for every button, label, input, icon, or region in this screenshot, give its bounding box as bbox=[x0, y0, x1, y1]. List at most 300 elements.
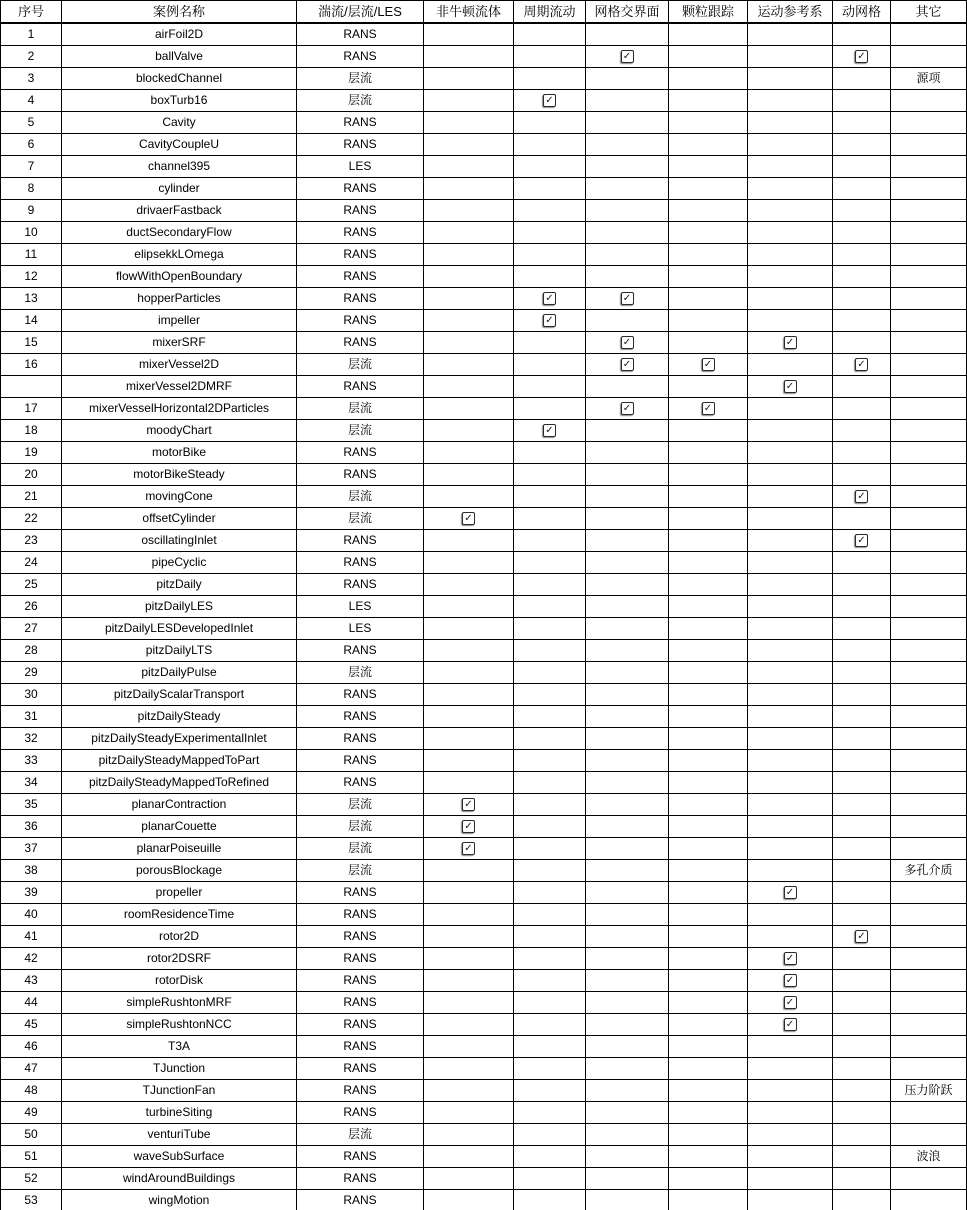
index-cell: 26 bbox=[1, 596, 62, 618]
checkbox-checked-icon[interactable]: ✓ bbox=[543, 424, 556, 437]
dynamic-mesh-cell bbox=[833, 1058, 891, 1080]
index-cell: 30 bbox=[1, 684, 62, 706]
flow-model-cell: RANS bbox=[297, 640, 424, 662]
moving-reference-frame-cell bbox=[748, 772, 833, 794]
non-newtonian-cell bbox=[424, 464, 514, 486]
periodic-flow-cell bbox=[514, 112, 586, 134]
dynamic-mesh-cell bbox=[833, 310, 891, 332]
periodic-flow-cell bbox=[514, 486, 586, 508]
index-cell: 7 bbox=[1, 156, 62, 178]
moving-reference-frame-cell bbox=[748, 508, 833, 530]
checkbox-checked-icon[interactable]: ✓ bbox=[784, 952, 797, 965]
dynamic-mesh-cell bbox=[833, 1036, 891, 1058]
flow-model-cell: RANS bbox=[297, 376, 424, 398]
mesh-interface-cell bbox=[586, 23, 669, 46]
moving-reference-frame-cell bbox=[748, 750, 833, 772]
moving-reference-frame-cell bbox=[748, 530, 833, 552]
mesh-interface-cell bbox=[586, 332, 669, 354]
index-cell: 29 bbox=[1, 662, 62, 684]
flow-model-cell: RANS bbox=[297, 882, 424, 904]
checkbox-checked-icon[interactable]: ✓ bbox=[784, 886, 797, 899]
moving-reference-frame-cell bbox=[748, 1102, 833, 1124]
moving-reference-frame-cell bbox=[748, 134, 833, 156]
moving-reference-frame-cell bbox=[748, 200, 833, 222]
dynamic-mesh-cell bbox=[833, 1080, 891, 1102]
non-newtonian-cell bbox=[424, 486, 514, 508]
non-newtonian-cell bbox=[424, 1014, 514, 1036]
dynamic-mesh-cell bbox=[833, 376, 891, 398]
checkbox-checked-icon[interactable]: ✓ bbox=[462, 512, 475, 525]
flow-model-cell: RANS bbox=[297, 112, 424, 134]
checkbox-checked-icon[interactable]: ✓ bbox=[543, 292, 556, 305]
index-cell: 36 bbox=[1, 816, 62, 838]
table-row bbox=[1, 442, 967, 464]
non-newtonian-cell bbox=[424, 882, 514, 904]
particle-tracking-cell bbox=[669, 442, 748, 464]
flow-model-cell: RANS bbox=[297, 134, 424, 156]
mesh-interface-cell bbox=[586, 508, 669, 530]
periodic-flow-cell bbox=[514, 200, 586, 222]
non-newtonian-cell bbox=[424, 23, 514, 46]
moving-reference-frame-cell bbox=[748, 596, 833, 618]
index-cell: 38 bbox=[1, 860, 62, 882]
periodic-flow-cell bbox=[514, 596, 586, 618]
non-newtonian-cell bbox=[424, 574, 514, 596]
other-cell bbox=[891, 662, 967, 684]
mesh-interface-cell bbox=[586, 772, 669, 794]
flow-model-cell: RANS bbox=[297, 23, 424, 46]
table-row bbox=[1, 772, 967, 794]
other-cell bbox=[891, 992, 967, 1014]
dynamic-mesh-cell bbox=[833, 882, 891, 904]
mesh-interface-cell bbox=[586, 904, 669, 926]
periodic-flow-cell bbox=[514, 420, 586, 442]
moving-reference-frame-cell bbox=[748, 398, 833, 420]
index-cell: 37 bbox=[1, 838, 62, 860]
checkbox-checked-icon[interactable]: ✓ bbox=[784, 336, 797, 349]
index-cell: 35 bbox=[1, 794, 62, 816]
case-name-cell: planarPoiseuille bbox=[62, 838, 297, 860]
non-newtonian-cell bbox=[424, 1036, 514, 1058]
periodic-flow-cell bbox=[514, 552, 586, 574]
case-name-cell: ductSecondaryFlow bbox=[62, 222, 297, 244]
checkbox-checked-icon[interactable]: ✓ bbox=[543, 314, 556, 327]
periodic-flow-cell bbox=[514, 266, 586, 288]
particle-tracking-cell bbox=[669, 23, 748, 46]
case-name-cell: pitzDailyLTS bbox=[62, 640, 297, 662]
case-name-cell: channel395 bbox=[62, 156, 297, 178]
index-cell: 32 bbox=[1, 728, 62, 750]
non-newtonian-cell bbox=[424, 728, 514, 750]
index-cell: 43 bbox=[1, 970, 62, 992]
checkbox-checked-icon[interactable]: ✓ bbox=[784, 974, 797, 987]
table-row bbox=[1, 310, 967, 332]
checkbox-checked-icon[interactable]: ✓ bbox=[784, 996, 797, 1009]
particle-tracking-cell bbox=[669, 200, 748, 222]
other-cell bbox=[891, 200, 967, 222]
non-newtonian-cell bbox=[424, 376, 514, 398]
flow-model-cell: RANS bbox=[297, 332, 424, 354]
moving-reference-frame-cell bbox=[748, 794, 833, 816]
case-name-cell: elipsekkLOmega bbox=[62, 244, 297, 266]
checkbox-checked-icon[interactable]: ✓ bbox=[702, 402, 715, 415]
flow-model-cell: LES bbox=[297, 156, 424, 178]
case-name-cell: CavityCoupleU bbox=[62, 134, 297, 156]
checkbox-checked-icon[interactable]: ✓ bbox=[702, 358, 715, 371]
checkbox-checked-icon[interactable]: ✓ bbox=[462, 842, 475, 855]
case-name-cell: turbineSiting bbox=[62, 1102, 297, 1124]
dynamic-mesh-cell bbox=[833, 1168, 891, 1190]
case-name-cell: mixerVessel2DMRF bbox=[62, 376, 297, 398]
periodic-flow-cell bbox=[514, 574, 586, 596]
case-name-cell: motorBike bbox=[62, 442, 297, 464]
checkbox-checked-icon[interactable]: ✓ bbox=[855, 534, 868, 547]
case-name-cell: mixerSRF bbox=[62, 332, 297, 354]
table-row bbox=[1, 838, 967, 860]
flow-model-cell: RANS bbox=[297, 904, 424, 926]
checkbox-checked-icon[interactable]: ✓ bbox=[784, 380, 797, 393]
particle-tracking-cell bbox=[669, 904, 748, 926]
case-name-cell: rotor2D bbox=[62, 926, 297, 948]
table-row bbox=[1, 640, 967, 662]
particle-tracking-cell bbox=[669, 574, 748, 596]
particle-tracking-cell bbox=[669, 266, 748, 288]
non-newtonian-cell bbox=[424, 420, 514, 442]
case-name-cell: pitzDailyScalarTransport bbox=[62, 684, 297, 706]
case-name-cell: simpleRushtonNCC bbox=[62, 1014, 297, 1036]
non-newtonian-cell bbox=[424, 860, 514, 882]
other-cell bbox=[891, 112, 967, 134]
periodic-flow-cell bbox=[514, 706, 586, 728]
mesh-interface-cell bbox=[586, 1124, 669, 1146]
flow-model-cell: RANS bbox=[297, 750, 424, 772]
particle-tracking-cell bbox=[669, 1058, 748, 1080]
mesh-interface-cell bbox=[586, 442, 669, 464]
case-name-cell: flowWithOpenBoundary bbox=[62, 266, 297, 288]
periodic-flow-cell bbox=[514, 662, 586, 684]
mesh-interface-cell bbox=[586, 376, 669, 398]
mesh-interface-cell bbox=[586, 420, 669, 442]
case-name-cell: airFoil2D bbox=[62, 23, 297, 46]
table-row bbox=[1, 398, 967, 420]
moving-reference-frame-cell bbox=[748, 1146, 833, 1168]
checkbox-checked-icon[interactable]: ✓ bbox=[621, 336, 634, 349]
checkbox-checked-icon[interactable]: ✓ bbox=[621, 358, 634, 371]
case-name-cell: pitzDailyLESDevelopedInlet bbox=[62, 618, 297, 640]
particle-tracking-cell bbox=[669, 618, 748, 640]
flow-model-cell: 层流 bbox=[297, 838, 424, 860]
periodic-flow-cell bbox=[514, 904, 586, 926]
non-newtonian-cell bbox=[424, 266, 514, 288]
non-newtonian-cell bbox=[424, 1080, 514, 1102]
mesh-interface-cell bbox=[586, 1080, 669, 1102]
table-row bbox=[1, 970, 967, 992]
case-name-cell: planarContraction bbox=[62, 794, 297, 816]
particle-tracking-cell bbox=[669, 288, 748, 310]
particle-tracking-cell bbox=[669, 332, 748, 354]
checkbox-checked-icon[interactable]: ✓ bbox=[855, 490, 868, 503]
case-name-cell: pitzDailySteadyMappedToRefined bbox=[62, 772, 297, 794]
index-cell: 8 bbox=[1, 178, 62, 200]
particle-tracking-cell bbox=[669, 1036, 748, 1058]
case-name-cell: roomResidenceTime bbox=[62, 904, 297, 926]
index-cell: 14 bbox=[1, 310, 62, 332]
mesh-interface-cell bbox=[586, 244, 669, 266]
flow-model-cell: RANS bbox=[297, 1014, 424, 1036]
periodic-flow-cell bbox=[514, 1124, 586, 1146]
other-cell bbox=[891, 442, 967, 464]
case-name-cell: mixerVesselHorizontal2DParticles bbox=[62, 398, 297, 420]
table-row bbox=[1, 90, 967, 112]
moving-reference-frame-cell bbox=[748, 860, 833, 882]
moving-reference-frame-cell bbox=[748, 288, 833, 310]
particle-tracking-cell bbox=[669, 310, 748, 332]
table-row bbox=[1, 662, 967, 684]
flow-model-cell: RANS bbox=[297, 1168, 424, 1190]
flow-model-cell: 层流 bbox=[297, 860, 424, 882]
non-newtonian-cell bbox=[424, 244, 514, 266]
periodic-flow-cell bbox=[514, 398, 586, 420]
mesh-interface-cell bbox=[586, 310, 669, 332]
flow-model-cell: 层流 bbox=[297, 1124, 424, 1146]
periodic-flow-cell bbox=[514, 750, 586, 772]
flow-model-cell: RANS bbox=[297, 552, 424, 574]
moving-reference-frame-cell bbox=[748, 222, 833, 244]
checkbox-checked-icon[interactable]: ✓ bbox=[855, 50, 868, 63]
particle-tracking-cell bbox=[669, 156, 748, 178]
flow-model-cell: RANS bbox=[297, 1102, 424, 1124]
table-row bbox=[1, 1058, 967, 1080]
mesh-interface-cell bbox=[586, 1036, 669, 1058]
index-cell: 5 bbox=[1, 112, 62, 134]
table-row bbox=[1, 68, 967, 90]
flow-model-cell: 层流 bbox=[297, 68, 424, 90]
dynamic-mesh-cell bbox=[833, 574, 891, 596]
other-cell: 压力阶跃 bbox=[891, 1080, 967, 1102]
non-newtonian-cell bbox=[424, 46, 514, 68]
mesh-interface-cell bbox=[586, 266, 669, 288]
table-row bbox=[1, 464, 967, 486]
particle-tracking-cell bbox=[669, 640, 748, 662]
moving-reference-frame-cell bbox=[748, 1036, 833, 1058]
mesh-interface-cell bbox=[586, 750, 669, 772]
particle-tracking-cell bbox=[669, 420, 748, 442]
particle-tracking-cell bbox=[669, 222, 748, 244]
dynamic-mesh-cell bbox=[833, 794, 891, 816]
mesh-interface-cell bbox=[586, 178, 669, 200]
dynamic-mesh-cell bbox=[833, 926, 891, 948]
index-cell: 16 bbox=[1, 354, 62, 376]
particle-tracking-cell bbox=[669, 1146, 748, 1168]
other-cell bbox=[891, 1190, 967, 1210]
dynamic-mesh-cell bbox=[833, 970, 891, 992]
non-newtonian-cell bbox=[424, 596, 514, 618]
other-cell: 源项 bbox=[891, 68, 967, 90]
index-cell: 44 bbox=[1, 992, 62, 1014]
other-cell bbox=[891, 23, 967, 46]
mesh-interface-cell bbox=[586, 464, 669, 486]
other-cell bbox=[891, 684, 967, 706]
table-row bbox=[1, 200, 967, 222]
case-name-cell: porousBlockage bbox=[62, 860, 297, 882]
index-cell: 9 bbox=[1, 200, 62, 222]
non-newtonian-cell bbox=[424, 1124, 514, 1146]
other-cell bbox=[891, 1014, 967, 1036]
other-cell: 多孔介质 bbox=[891, 860, 967, 882]
checkbox-checked-icon[interactable]: ✓ bbox=[621, 50, 634, 63]
periodic-flow-cell bbox=[514, 1080, 586, 1102]
index-cell bbox=[1, 376, 62, 398]
table-row bbox=[1, 288, 967, 310]
dynamic-mesh-cell bbox=[833, 464, 891, 486]
checkbox-checked-icon[interactable]: ✓ bbox=[462, 820, 475, 833]
checkbox-checked-icon[interactable]: ✓ bbox=[855, 358, 868, 371]
particle-tracking-cell bbox=[669, 882, 748, 904]
checkbox-checked-icon[interactable]: ✓ bbox=[784, 1018, 797, 1031]
index-cell: 31 bbox=[1, 706, 62, 728]
mesh-interface-cell bbox=[586, 288, 669, 310]
moving-reference-frame-cell bbox=[748, 1124, 833, 1146]
index-cell: 2 bbox=[1, 46, 62, 68]
index-cell: 27 bbox=[1, 618, 62, 640]
non-newtonian-cell bbox=[424, 1058, 514, 1080]
particle-tracking-cell bbox=[669, 838, 748, 860]
checkbox-checked-icon[interactable]: ✓ bbox=[543, 94, 556, 107]
particle-tracking-cell bbox=[669, 530, 748, 552]
table-row bbox=[1, 222, 967, 244]
case-name-cell: simpleRushtonMRF bbox=[62, 992, 297, 1014]
moving-reference-frame-cell bbox=[748, 244, 833, 266]
mesh-interface-cell bbox=[586, 838, 669, 860]
table-row bbox=[1, 1102, 967, 1124]
case-name-cell: T3A bbox=[62, 1036, 297, 1058]
table-row bbox=[1, 376, 967, 398]
case-name-cell: propeller bbox=[62, 882, 297, 904]
other-cell bbox=[891, 134, 967, 156]
index-cell: 18 bbox=[1, 420, 62, 442]
non-newtonian-cell bbox=[424, 838, 514, 860]
mesh-interface-cell bbox=[586, 68, 669, 90]
mesh-interface-cell bbox=[586, 640, 669, 662]
non-newtonian-cell bbox=[424, 662, 514, 684]
dynamic-mesh-cell bbox=[833, 23, 891, 46]
periodic-flow-cell bbox=[514, 178, 586, 200]
non-newtonian-cell bbox=[424, 794, 514, 816]
periodic-flow-cell bbox=[514, 90, 586, 112]
flow-model-cell: RANS bbox=[297, 464, 424, 486]
non-newtonian-cell bbox=[424, 508, 514, 530]
flow-model-cell: 层流 bbox=[297, 398, 424, 420]
table-row bbox=[1, 992, 967, 1014]
moving-reference-frame-cell bbox=[748, 1190, 833, 1210]
table-row bbox=[1, 816, 967, 838]
case-name-cell: blockedChannel bbox=[62, 68, 297, 90]
table-row bbox=[1, 948, 967, 970]
checkbox-checked-icon[interactable]: ✓ bbox=[621, 402, 634, 415]
mesh-interface-cell bbox=[586, 1190, 669, 1210]
dynamic-mesh-cell bbox=[833, 1102, 891, 1124]
other-cell bbox=[891, 332, 967, 354]
particle-tracking-cell bbox=[669, 90, 748, 112]
periodic-flow-cell bbox=[514, 728, 586, 750]
particle-tracking-cell bbox=[669, 662, 748, 684]
column-header-case-name: 案例名称 bbox=[62, 1, 297, 24]
mesh-interface-cell bbox=[586, 112, 669, 134]
index-cell: 34 bbox=[1, 772, 62, 794]
moving-reference-frame-cell bbox=[748, 178, 833, 200]
dynamic-mesh-cell bbox=[833, 508, 891, 530]
periodic-flow-cell bbox=[514, 838, 586, 860]
flow-model-cell: RANS bbox=[297, 442, 424, 464]
flow-model-cell: RANS bbox=[297, 1190, 424, 1210]
checkbox-checked-icon[interactable]: ✓ bbox=[621, 292, 634, 305]
mesh-interface-cell bbox=[586, 90, 669, 112]
dynamic-mesh-cell bbox=[833, 288, 891, 310]
periodic-flow-cell bbox=[514, 772, 586, 794]
mesh-interface-cell bbox=[586, 354, 669, 376]
other-cell bbox=[891, 530, 967, 552]
non-newtonian-cell bbox=[424, 398, 514, 420]
table-row bbox=[1, 354, 967, 376]
other-cell bbox=[891, 1124, 967, 1146]
non-newtonian-cell bbox=[424, 288, 514, 310]
dynamic-mesh-cell bbox=[833, 618, 891, 640]
index-cell: 28 bbox=[1, 640, 62, 662]
non-newtonian-cell bbox=[424, 354, 514, 376]
periodic-flow-cell bbox=[514, 618, 586, 640]
moving-reference-frame-cell bbox=[748, 618, 833, 640]
table-row bbox=[1, 1168, 967, 1190]
periodic-flow-cell bbox=[514, 23, 586, 46]
moving-reference-frame-cell bbox=[748, 662, 833, 684]
periodic-flow-cell bbox=[514, 1102, 586, 1124]
table-row bbox=[1, 244, 967, 266]
flow-model-cell: RANS bbox=[297, 310, 424, 332]
periodic-flow-cell bbox=[514, 926, 586, 948]
column-header-other: 其它 bbox=[891, 1, 967, 24]
particle-tracking-cell bbox=[669, 684, 748, 706]
dynamic-mesh-cell bbox=[833, 530, 891, 552]
flow-model-cell: RANS bbox=[297, 574, 424, 596]
moving-reference-frame-cell bbox=[748, 882, 833, 904]
particle-tracking-cell bbox=[669, 376, 748, 398]
table-row bbox=[1, 1146, 967, 1168]
checkbox-checked-icon[interactable]: ✓ bbox=[462, 798, 475, 811]
dynamic-mesh-cell bbox=[833, 244, 891, 266]
index-cell: 42 bbox=[1, 948, 62, 970]
mesh-interface-cell bbox=[586, 860, 669, 882]
periodic-flow-cell bbox=[514, 1036, 586, 1058]
moving-reference-frame-cell bbox=[748, 992, 833, 1014]
moving-reference-frame-cell bbox=[748, 310, 833, 332]
flow-model-cell: 层流 bbox=[297, 662, 424, 684]
moving-reference-frame-cell bbox=[748, 838, 833, 860]
flow-model-cell: RANS bbox=[297, 46, 424, 68]
particle-tracking-cell bbox=[669, 46, 748, 68]
case-name-cell: wingMotion bbox=[62, 1190, 297, 1210]
checkbox-checked-icon[interactable]: ✓ bbox=[855, 930, 868, 943]
moving-reference-frame-cell bbox=[748, 970, 833, 992]
moving-reference-frame-cell bbox=[748, 574, 833, 596]
moving-reference-frame-cell bbox=[748, 552, 833, 574]
case-name-cell: pitzDailySteadyExperimentalInlet bbox=[62, 728, 297, 750]
table-row bbox=[1, 684, 967, 706]
dynamic-mesh-cell bbox=[833, 684, 891, 706]
flow-model-cell: RANS bbox=[297, 200, 424, 222]
dynamic-mesh-cell bbox=[833, 860, 891, 882]
other-cell bbox=[891, 838, 967, 860]
moving-reference-frame-cell bbox=[748, 442, 833, 464]
